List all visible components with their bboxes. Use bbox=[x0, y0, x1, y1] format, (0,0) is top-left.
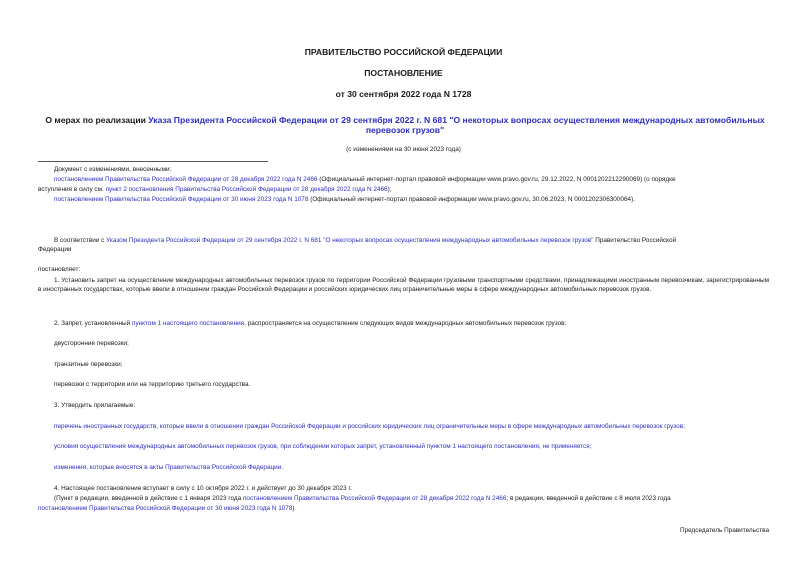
paragraph-3: 3. Утвердить прилагаемые: bbox=[54, 402, 136, 409]
approve-changes-link[interactable]: изменения, которые вносятся в акты Правительства Российской Федерации. bbox=[54, 464, 284, 471]
government-heading: ПРАВИТЕЛЬСТВО РОССИЙСКОЙ ФЕДЕРАЦИИ bbox=[304, 47, 503, 57]
resolves: постановляет: bbox=[38, 266, 81, 273]
kind-bilateral: двусторонние перевозки; bbox=[54, 340, 129, 347]
document-title bbox=[40, 115, 770, 135]
resolution-1078-link[interactable]: постановлением Правительства Российской Федерации от 30 июня 2023 года N 1078 bbox=[54, 196, 309, 203]
point-1-link[interactable]: пунктом 1 настоящего постановления bbox=[131, 320, 245, 327]
decree-681-body-link[interactable]: Указом Президента Российской Федерации от 29 сентября 2022 г. N 681 "О некоторых вопросах осуществления международных автомобильных перевозок грузов" bbox=[106, 237, 594, 244]
note-2466-link[interactable]: постановлением Правительства Российской Федерации от 28 декабря 2022 года N 2466 bbox=[242, 495, 507, 502]
paragraph-1: 1. Установить запрет на осуществление международных автомобильных перевозок грузов по территории Российской Федерации грузовыми транспортными средствами, принадлежащими иностранным перевозчикам, зарегистрированным в иностранных государствах, которые ввели в отношении граждан Российской Федерации и российских юридических лиц ограничительные меры в сфере международных автомобильных перевозок грузов. bbox=[38, 277, 769, 294]
approve-conditions-link[interactable]: условия осуществления международных автомобильных перевозок грузов, при соблюдении которых запрет, установленный пунктом 1 настоящего постановления, не применяется; bbox=[54, 443, 592, 450]
paragraph-4-note-cont: постановлением Правительства Российской Федерации от 30 июня 2023 года N 1078) bbox=[38, 505, 295, 512]
change-item-1: постановлением Правительства Российской Федерации от 28 декабря 2022 года N 2466 (Официальный интернет-портал правовой информации www.pravo.gov.ru, 29.12.2022, N 0001202212290069) (о порядке bbox=[54, 176, 676, 183]
title-prefix: О мерах по реализации bbox=[45, 115, 149, 125]
changes-intro: Документ с изменениями, внесенными: bbox=[54, 166, 172, 173]
changes-divider bbox=[38, 161, 268, 162]
resolution-2466-link[interactable]: постановлением Правительства Российской Федерации от 28 декабря 2022 года N 2466 bbox=[54, 176, 318, 183]
preamble: В соответствии с Указом Президента Российской Федерации от 29 сентября 2022 г. N 681 "О некоторых вопросах осуществления международных автомобильных перевозок грузов" Правительство Российской bbox=[54, 237, 677, 244]
document-type: ПОСТАНОВЛЕНИЕ bbox=[364, 68, 443, 78]
change-item-1-cont: вступления в силу см. пункт 2 постановления Правительства Российской Федерации от 28 декабря 2022 года N 2466); bbox=[38, 186, 392, 193]
document-date-number: от 30 сентября 2022 года N 1728 bbox=[335, 89, 472, 99]
kind-transit: транзитные перевозки; bbox=[54, 361, 123, 368]
paragraph-4-note: (Пункт в редакции, введенной в действие с 1 января 2023 года постановлением Правительства Российской Федерации от 28 декабря 2022 года N 2466; в редакции, введенной в действие с 8 июля 2023 года bbox=[54, 495, 671, 502]
kind-third-country: перевозки с территории или на территорию третьего государства. bbox=[54, 381, 251, 388]
signature: Председатель Правительства bbox=[680, 527, 769, 534]
change-item-2: постановлением Правительства Российской Федерации от 30 июня 2023 года N 1078 (Официальный интернет-портал правовой информации www.pravo.gov.ru, 30.06.2023, N 0001202306300064). bbox=[54, 196, 635, 203]
note-1078-link[interactable]: постановлением Правительства Российской Федерации от 30 июня 2023 года N 1078 bbox=[38, 505, 293, 512]
preamble-cont: Федерации bbox=[38, 246, 72, 253]
approve-list-link[interactable]: перечень иностранных государств, которые ввели в отношении граждан Российской Федерации и российских юридических лиц ограничительные меры в сфере международных автомобильных перевозок грузов; bbox=[54, 423, 685, 430]
revision-note: (с изменениями на 30 июня 2023 года) bbox=[346, 146, 461, 153]
resolution-2466-point2-link[interactable]: пункт 2 постановления Правительства Российской Федерации от 28 декабря 2022 года N 2466 bbox=[105, 186, 388, 193]
decree-681-link[interactable]: Указа Президента Российской Федерации от 29 сентября 2022 г. N 681 "О некоторых вопросах осуществления международных автомобильных перевозок грузов" bbox=[148, 115, 765, 135]
paragraph-2: 2. Запрет, установленный пунктом 1 настоящего постановления, распространяется на осуществление следующих видов международных автомобильных перевозок грузов: bbox=[54, 320, 567, 327]
paragraph-4: 4. Настоящее постановление вступает в силу с 10 октября 2022 г. и действует до 30 декабря 2023 г. bbox=[54, 485, 352, 492]
